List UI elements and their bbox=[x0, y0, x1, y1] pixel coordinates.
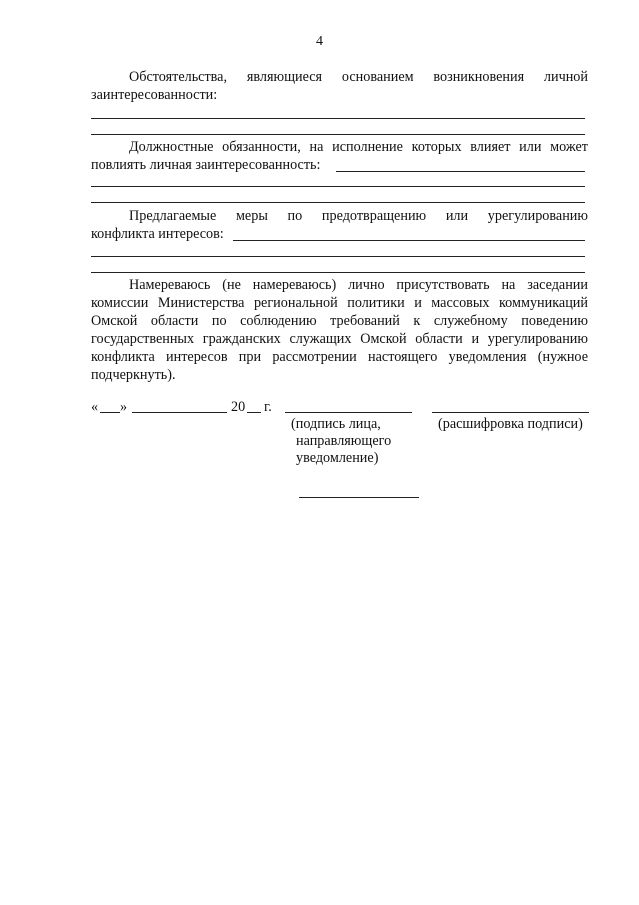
section-intention-line1: Намереваюсь (не намереваюсь) лично присутствовать на заседании bbox=[129, 277, 588, 293]
fill-line-measures-inline[interactable] bbox=[233, 240, 585, 241]
section-intention-line6: подчеркнуть). bbox=[91, 367, 176, 383]
page-number: 4 bbox=[316, 34, 323, 49]
section-intention-line5: конфликта интересов при рассмотрении настоящего уведомления (нужное bbox=[91, 349, 588, 365]
section-intention-line3: Омской области по соблюдению требований к служебному поведению bbox=[91, 313, 588, 329]
date-open-quote: « bbox=[91, 399, 99, 415]
signature-decode-caption: (расшифровка подписи) bbox=[438, 416, 583, 432]
fill-line-circumstances-2[interactable] bbox=[91, 134, 585, 135]
section-intention-line4: государственных гражданских служащих Омской области и урегулированию bbox=[91, 331, 588, 347]
signature-caption-line1: (подпись лица, bbox=[291, 416, 381, 432]
section-intention-line2: комиссии Министерства региональной политики и массовых коммуникаций bbox=[91, 295, 588, 311]
fill-line-measures-2[interactable] bbox=[91, 272, 585, 273]
document-end-separator bbox=[299, 497, 419, 498]
section-measures-line1: Предлагаемые меры по предотвращению или урегулированию bbox=[129, 208, 588, 224]
section-duties-heading bbox=[91, 138, 588, 156]
date-year-suffix: г. bbox=[264, 399, 272, 415]
section-measures-heading bbox=[91, 207, 588, 225]
date-close-quote: » bbox=[120, 399, 128, 415]
section-circumstances-line2: заинтересованности: bbox=[91, 87, 218, 103]
signature-field[interactable] bbox=[285, 412, 412, 413]
section-duties-line2: повлиять личная заинтересованность: bbox=[91, 157, 321, 173]
fill-line-duties-inline[interactable] bbox=[336, 171, 585, 172]
signature-decode-field[interactable] bbox=[432, 412, 589, 413]
section-measures-line2: конфликта интересов: bbox=[91, 226, 224, 242]
fill-line-circumstances-1[interactable] bbox=[91, 118, 585, 119]
fill-line-duties-2[interactable] bbox=[91, 202, 585, 203]
signature-caption-line3: уведомление) bbox=[296, 450, 379, 466]
fill-line-measures-1[interactable] bbox=[91, 256, 585, 257]
date-year-field[interactable] bbox=[247, 412, 261, 413]
section-circumstances-heading bbox=[91, 68, 588, 86]
section-duties-line1: Должностные обязанности, на исполнение которых влияет или может bbox=[129, 139, 588, 155]
date-year-prefix: 20 bbox=[231, 399, 246, 415]
section-circumstances-line1: Обстоятельства, являющиеся основанием возникновения личной bbox=[129, 69, 588, 85]
fill-line-duties-1[interactable] bbox=[91, 186, 585, 187]
signature-caption-line2: направляющего bbox=[296, 433, 392, 449]
date-month-field[interactable] bbox=[132, 412, 227, 413]
section-intention-paragraph bbox=[91, 276, 588, 384]
date-day-field[interactable] bbox=[100, 412, 120, 413]
